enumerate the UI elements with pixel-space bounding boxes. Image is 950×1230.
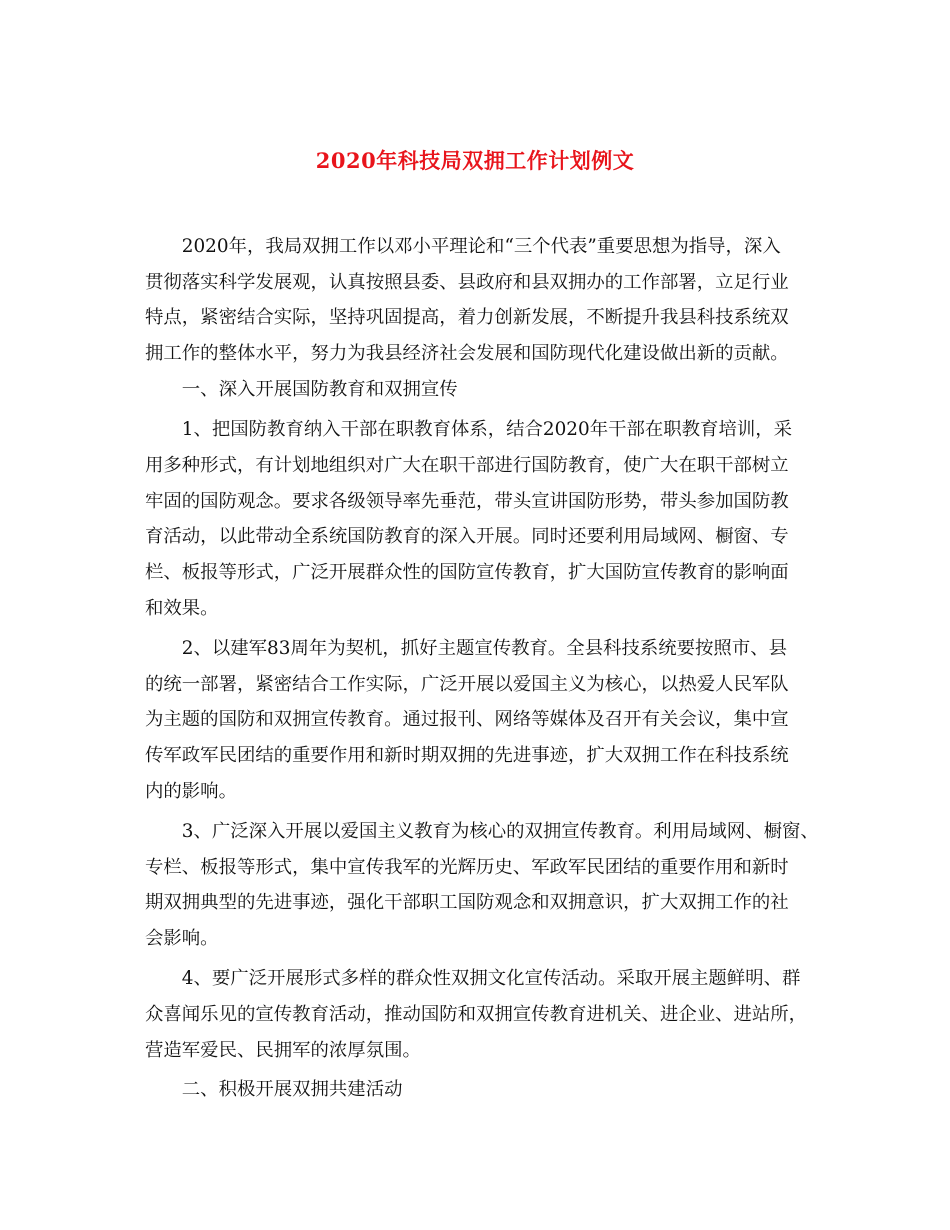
paragraph-line: 牢固的国防观念。要求各级领导率先垂范，带头宣讲国防形势，带头参加国防教 bbox=[145, 491, 789, 512]
document-title: 2020年科技局双拥工作计划例文 bbox=[315, 148, 635, 173]
paragraph-line: 4、要广泛开展形式多样的群众性双拥文化宣传活动。采取开展主题鲜明、群 bbox=[145, 968, 801, 989]
paragraph-line: 期双拥典型的先进事迹，强化干部职工国防观念和双拥意识，扩大双拥工作的社 bbox=[145, 892, 789, 913]
section-heading: 一、深入开展国防教育和双拥宣传 bbox=[145, 379, 458, 400]
paragraph-line: 拥工作的整体水平，努力为我县经济社会发展和国防现代化建设做出新的贡献。 bbox=[145, 343, 789, 364]
paragraph-line: 传军政军民团结的重要作用和新时期双拥的先进事迹，扩大双拥工作在科技系统 bbox=[145, 745, 789, 766]
paragraph-line: 育活动，以此带动全系统国防教育的深入开展。同时还要利用局域网、橱窗、专 bbox=[145, 526, 789, 547]
paragraph-line: 的统一部署，紧密结合工作实际，广泛开展以爱国主义为核心，以热爱人民军队 bbox=[145, 674, 789, 695]
paragraph-line: 内的影响。 bbox=[145, 781, 237, 802]
paragraph-line: 众喜闻乐见的宣传教育活动，推动国防和双拥宣传教育进机关、进企业、进站所， bbox=[145, 1004, 808, 1025]
section-heading: 二、积极开展双拥共建活动 bbox=[145, 1079, 403, 1100]
paragraph-line: 2020年，我局双拥工作以邓小平理论和“三个代表”重要思想为指导，深入 bbox=[145, 236, 781, 257]
paragraph-line: 和效果。 bbox=[145, 598, 219, 619]
paragraph-line: 为主题的国防和双拥宣传教育。通过报刊、网络等媒体及召开有关会议，集中宣 bbox=[145, 709, 789, 730]
paragraph-line: 2、以建军83周年为契机，抓好主题宣传教育。全县科技系统要按照市、县 bbox=[145, 638, 787, 659]
paragraph-line: 贯彻落实科学发展观，认真按照县委、县政府和县双拥办的工作部署，立足行业 bbox=[145, 272, 789, 293]
paragraph-line: 栏、板报等形式，广泛开展群众性的国防宣传教育，扩大国防宣传教育的影响面 bbox=[145, 562, 789, 583]
paragraph-line: 专栏、板报等形式，集中宣传我军的光辉历史、军政军民团结的重要作用和新时 bbox=[145, 857, 789, 878]
paragraph-line: 用多种形式，有计划地组织对广大在职干部进行国防教育，使广大在职干部树立 bbox=[145, 455, 789, 476]
paragraph-line: 营造军爱民、民拥军的浓厚氛围。 bbox=[145, 1040, 421, 1061]
paragraph-line: 3、广泛深入开展以爱国主义教育为核心的双拥宣传教育。利用局域网、橱窗、 bbox=[145, 821, 819, 842]
paragraph-line: 1、把国防教育纳入干部在职教育体系，结合2020年干部在职教育培训，采 bbox=[145, 419, 793, 440]
paragraph-line: 会影响。 bbox=[145, 928, 219, 949]
paragraph-line: 特点，紧密结合实际，坚持巩固提高，着力创新发展，不断提升我县科技系统双 bbox=[145, 307, 789, 328]
